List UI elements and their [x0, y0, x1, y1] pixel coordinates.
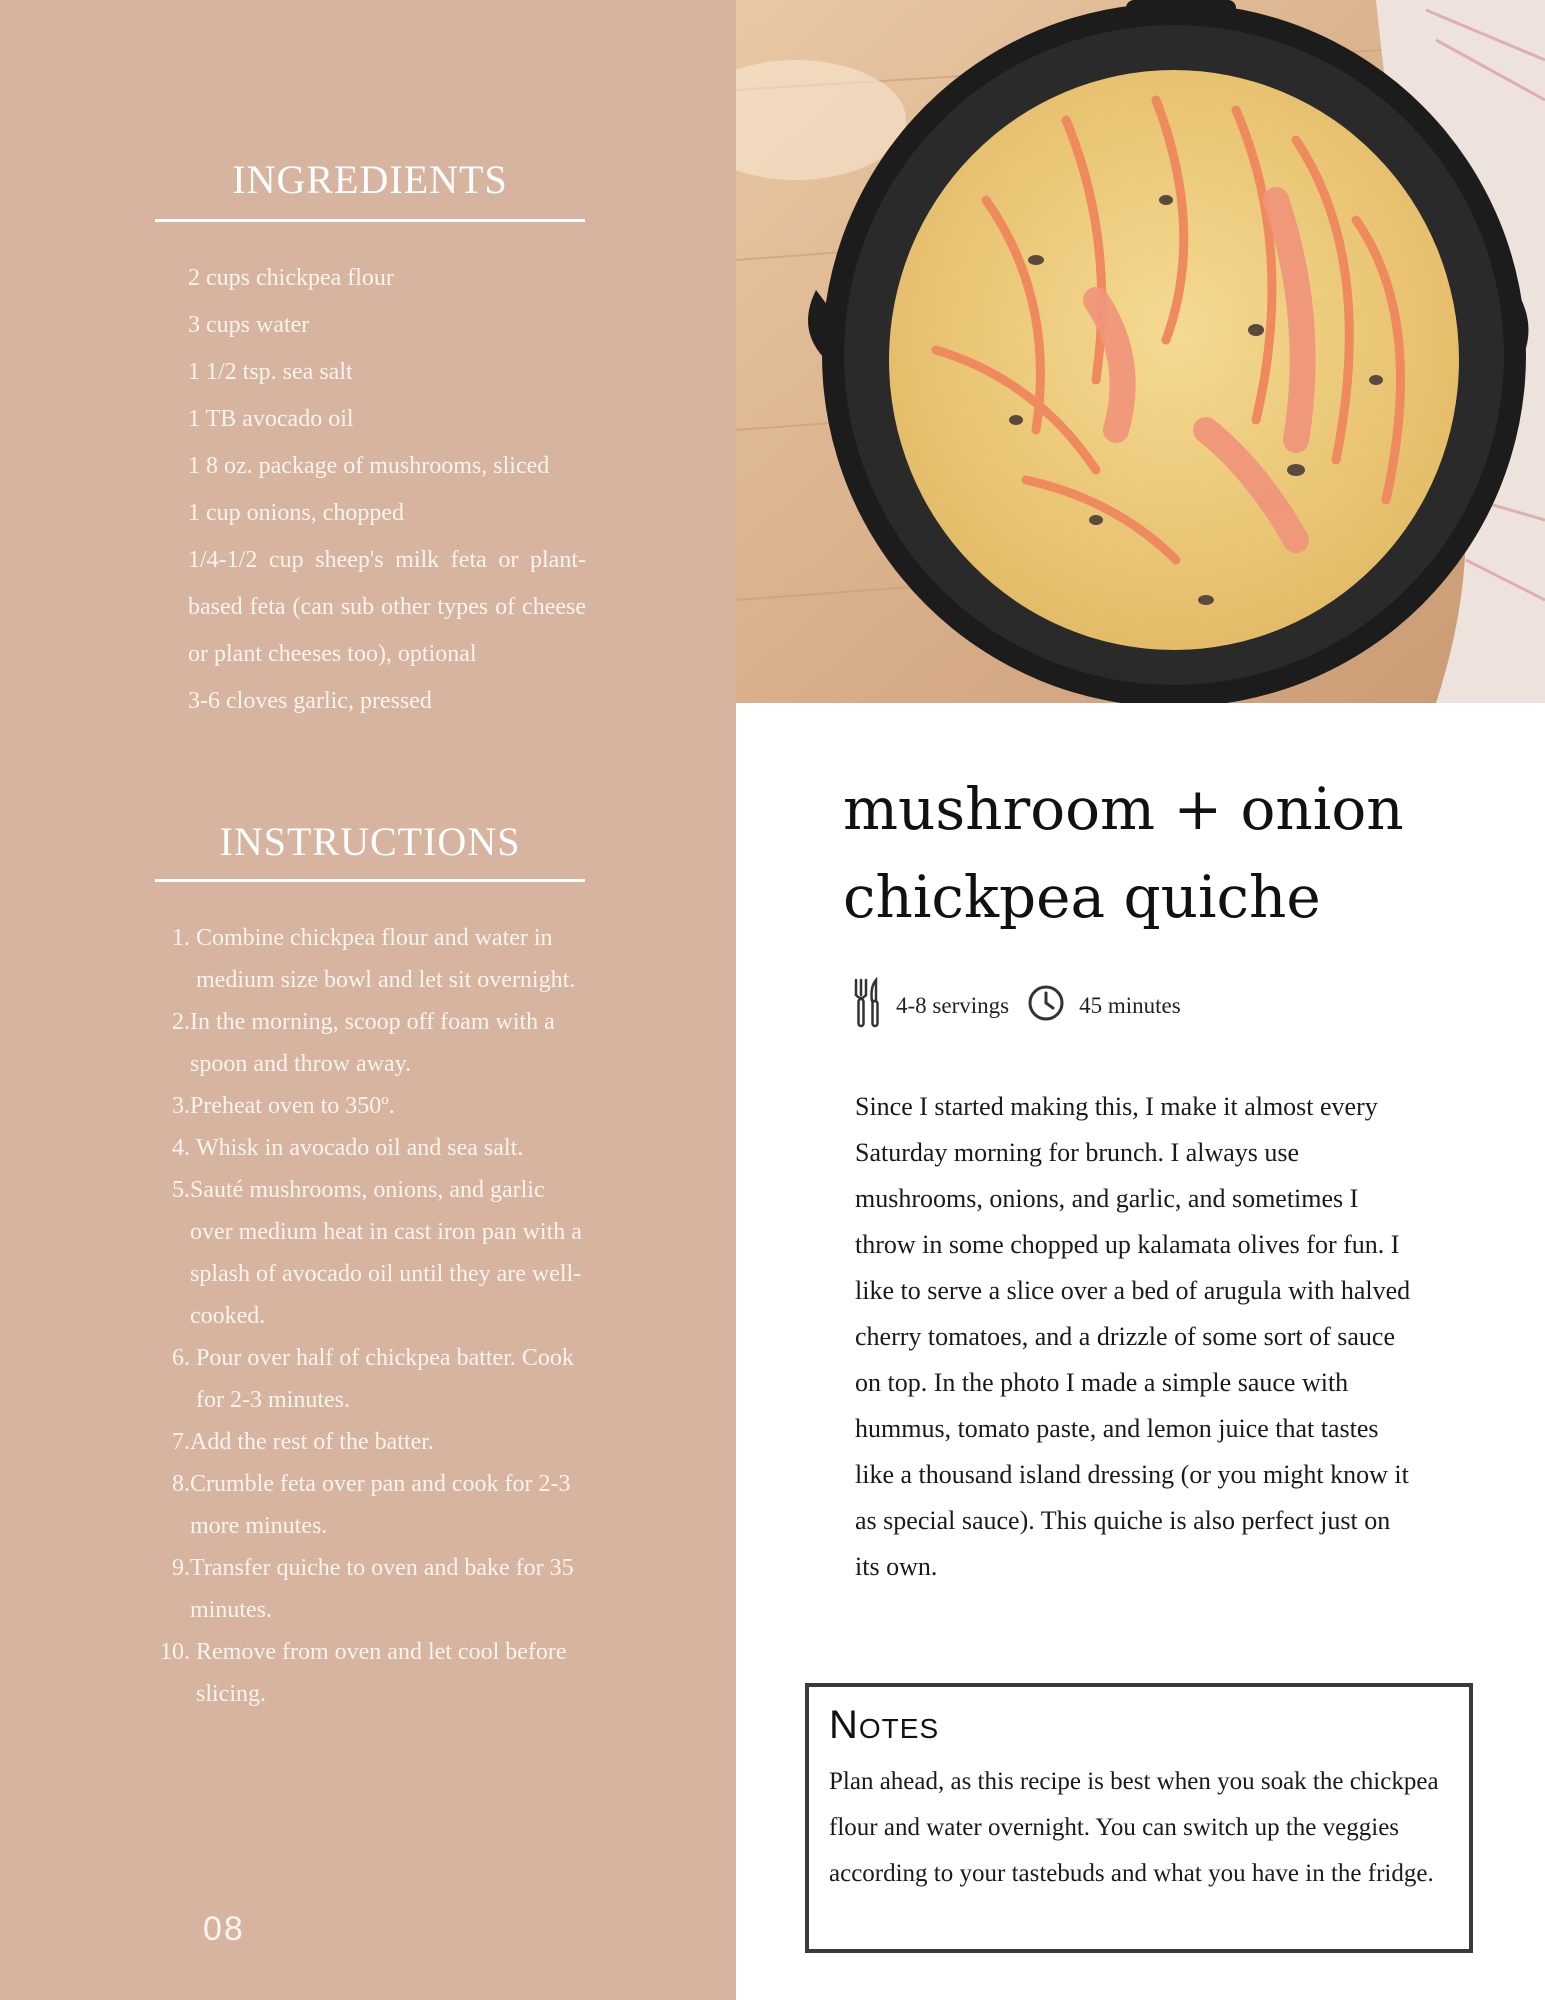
instruction-step: [158, 1547, 588, 1631]
ingredient-item: 3-6 cloves garlic, pressed: [188, 688, 432, 714]
step-number: 5.: [172, 1177, 190, 1203]
ingredients-rule: [155, 219, 585, 222]
fork-knife-icon: [852, 977, 882, 1035]
instruction-step: [158, 1127, 588, 1169]
page-number: 08: [203, 1910, 245, 1948]
recipe-title-line1: mushroom + onion: [843, 775, 1404, 843]
step-number: 1.: [172, 925, 190, 951]
step-text: Combine chickpea flour and water in medium size bowl and let sit overnight.: [196, 925, 576, 993]
step-number: 4.: [172, 1135, 190, 1161]
ingredient-item: 1 TB avocado oil: [188, 406, 354, 432]
instruction-step: [158, 1421, 588, 1463]
step-text: Crumble feta over pan and cook for 2-3 more minutes.: [190, 1471, 571, 1539]
step-text: Transfer quiche to oven and bake for 35 minutes.: [190, 1555, 574, 1623]
instructions-heading: INSTRUCTIONS: [219, 819, 521, 864]
left-panel: [0, 0, 736, 2000]
time-text: 45 minutes: [1079, 993, 1181, 1018]
instruction-step: [158, 1001, 588, 1085]
step-text: Pour over half of chickpea batter. Cook for 2-3 minutes.: [196, 1345, 574, 1413]
step-number: 10.: [160, 1639, 190, 1665]
ingredients-heading: INGREDIENTS: [232, 157, 508, 202]
instructions-rule: [155, 879, 585, 882]
recipe-title: [843, 765, 1483, 941]
step-text: Remove from oven and let cool before slicing.: [196, 1639, 567, 1707]
step-text: Preheat oven to 350º.: [190, 1093, 395, 1119]
ingredient-item: 3 cups water: [188, 312, 310, 338]
instruction-step: [158, 1085, 588, 1127]
step-text: Sauté mushrooms, onions, and garlic over medium heat in cast iron pan with a splash of avocado oil until they are well-cooked.: [190, 1177, 582, 1329]
step-number: 7.: [172, 1429, 190, 1455]
quiche-illustration: [736, 0, 1545, 703]
step-number: 9.: [172, 1555, 190, 1581]
instruction-step: [158, 917, 588, 1001]
instruction-step: [158, 1337, 588, 1421]
notes-body: Plan ahead, as this recipe is best when you soak the chickpea flour and water overnight. You can switch up the veggies according to your tastebuds and what you have in the fridge.: [829, 1768, 1439, 1887]
servings-text: 4-8 servings: [896, 993, 1010, 1018]
ingredient-item: 1 cup onions, chopped: [188, 500, 404, 526]
step-number: 3.: [172, 1093, 190, 1119]
ingredient-item: 2 cups chickpea flour: [188, 265, 394, 291]
step-number: 6.: [172, 1345, 190, 1371]
ingredient-item: 1 1/2 tsp. sea salt: [188, 359, 353, 385]
recipe-description: Since I started making this, I make it almost every Saturday morning for brunch. I always use mushrooms, onions, and garlic, and sometimes I throw in some chopped up kalamata olives for fun. I like to serve a slice over a bed of arugula with halved cherry tomatoes, and a drizzle of some sort of sauce on top. In the photo I made a simple sauce with hummus, tomato paste, and lemon juice that tastes like a thousand island dressing (or you might know it as special sauce). This quiche is also perfect just on its own.: [855, 1092, 1411, 1581]
step-number: 8.: [172, 1471, 190, 1497]
instruction-step: [158, 1169, 588, 1337]
ingredient-item: 1/4-1/2 cup sheep's milk feta or plant-based feta (can sub other types of cheese or plant cheeses too), optional: [188, 547, 586, 667]
notes-heading: Notes: [829, 1703, 940, 1747]
quiche-photo: [736, 0, 1545, 703]
clock-icon: [1027, 984, 1065, 1028]
recipe-title-line2: chickpea quiche: [843, 863, 1321, 931]
instructions-list: [158, 917, 588, 1715]
step-number: 2.: [172, 1009, 190, 1035]
recipe-meta: [852, 980, 1199, 1032]
instruction-step: [158, 1631, 588, 1715]
step-text: Add the rest of the batter.: [190, 1429, 434, 1455]
step-text: In the morning, scoop off foam with a spoon and throw away.: [190, 1009, 555, 1077]
ingredient-item: 1 8 oz. package of mushrooms, sliced: [188, 453, 550, 479]
instruction-step: [158, 1463, 588, 1547]
notes-box: [805, 1683, 1473, 1953]
ingredients-list: [188, 255, 586, 725]
step-text: Whisk in avocado oil and sea salt.: [196, 1135, 524, 1161]
